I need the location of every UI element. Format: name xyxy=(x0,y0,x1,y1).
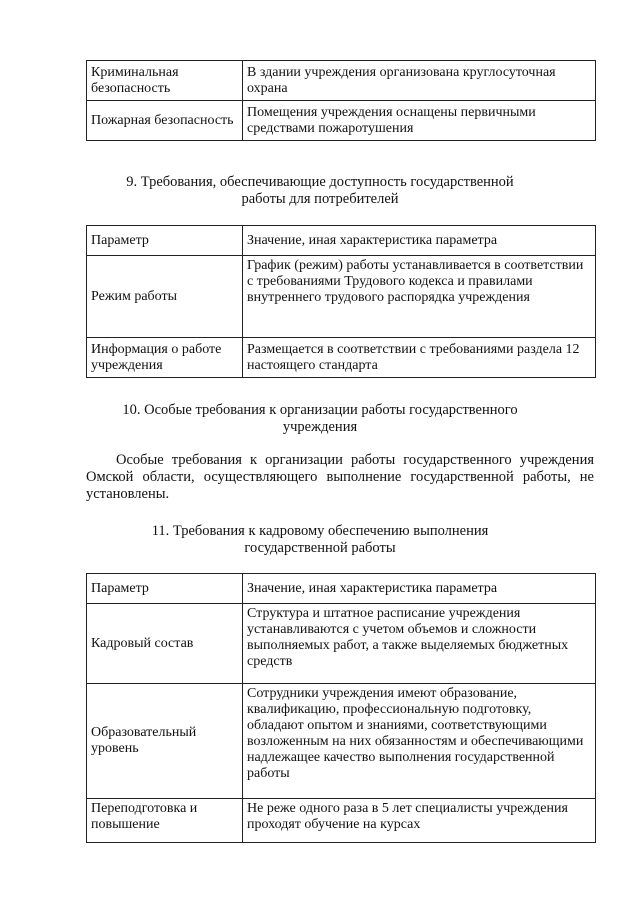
param-cell: Кадровый состав xyxy=(87,604,243,684)
table-header-row xyxy=(87,226,596,256)
param-cell: Образовательный уровень xyxy=(87,684,243,799)
staffing-table xyxy=(86,573,596,843)
section10-paragraph: Особые требования к организации работы государственного учреждения Омской области, осуществляющего выполнение государственной работы, не установлены. xyxy=(86,452,594,502)
safety-table xyxy=(86,60,596,141)
table-row xyxy=(87,101,596,141)
table-row xyxy=(87,684,596,799)
table-row xyxy=(87,604,596,684)
header-value: Значение, иная характеристика параметра xyxy=(243,574,596,604)
param-cell: Информация о работе учреждения xyxy=(87,338,243,378)
section9-heading-line1: 9. Требования, обеспечивающие доступность государственной xyxy=(126,174,514,190)
value-cell: В здании учреждения организована круглосуточная охрана xyxy=(243,61,596,101)
value-cell: Структура и штатное расписание учреждения устанавливаются с учетом объемов и сложности выполняемых работ, а также выделяемых бюджетных средств xyxy=(243,604,596,684)
table-row xyxy=(87,338,596,378)
param-cell: Пожарная безопасность xyxy=(87,101,243,141)
table-row xyxy=(87,799,596,843)
header-value: Значение, иная характеристика параметра xyxy=(243,226,596,256)
param-cell: Криминальная безопасность xyxy=(87,61,243,101)
section10-heading-line1: 10. Особые требования к организации работы государственного xyxy=(122,402,518,418)
section10-heading-line2: учреждения xyxy=(282,419,358,435)
value-cell: Размещается в соответствии с требованиями раздела 12 настоящего стандарта xyxy=(243,338,596,378)
table-header-row xyxy=(87,574,596,604)
param-cell: Переподготовка и повышение xyxy=(87,799,243,843)
value-cell: Помещения учреждения оснащены первичными средствами пожаротушения xyxy=(243,101,596,141)
accessibility-table xyxy=(86,225,596,378)
param-cell: Режим работы xyxy=(87,256,243,338)
header-param: Параметр xyxy=(87,574,243,604)
table-row xyxy=(87,256,596,338)
value-cell: Не реже одного раза в 5 лет специалисты учреждения проходят обучение на курсах xyxy=(243,799,596,843)
section11-heading-line2: государственной работы xyxy=(244,540,396,556)
section11-heading-line1: 11. Требования к кадровому обеспечению выполнения xyxy=(151,523,489,539)
table-row xyxy=(87,61,596,101)
header-param: Параметр xyxy=(87,226,243,256)
value-cell: Сотрудники учреждения имеют образование, квалификацию, профессиональную подготовку, обладают опытом и знаниями, соответствующими возложенным на них обязанностям и обеспечивающими надлежащее качество выполнения государственной работы xyxy=(243,684,596,799)
value-cell: График (режим) работы устанавливается в соответствии с требованиями Трудового кодекса и правилами внутреннего трудового распорядка учреждения xyxy=(243,256,596,338)
section9-heading-line2: работы для потребителей xyxy=(241,191,399,207)
